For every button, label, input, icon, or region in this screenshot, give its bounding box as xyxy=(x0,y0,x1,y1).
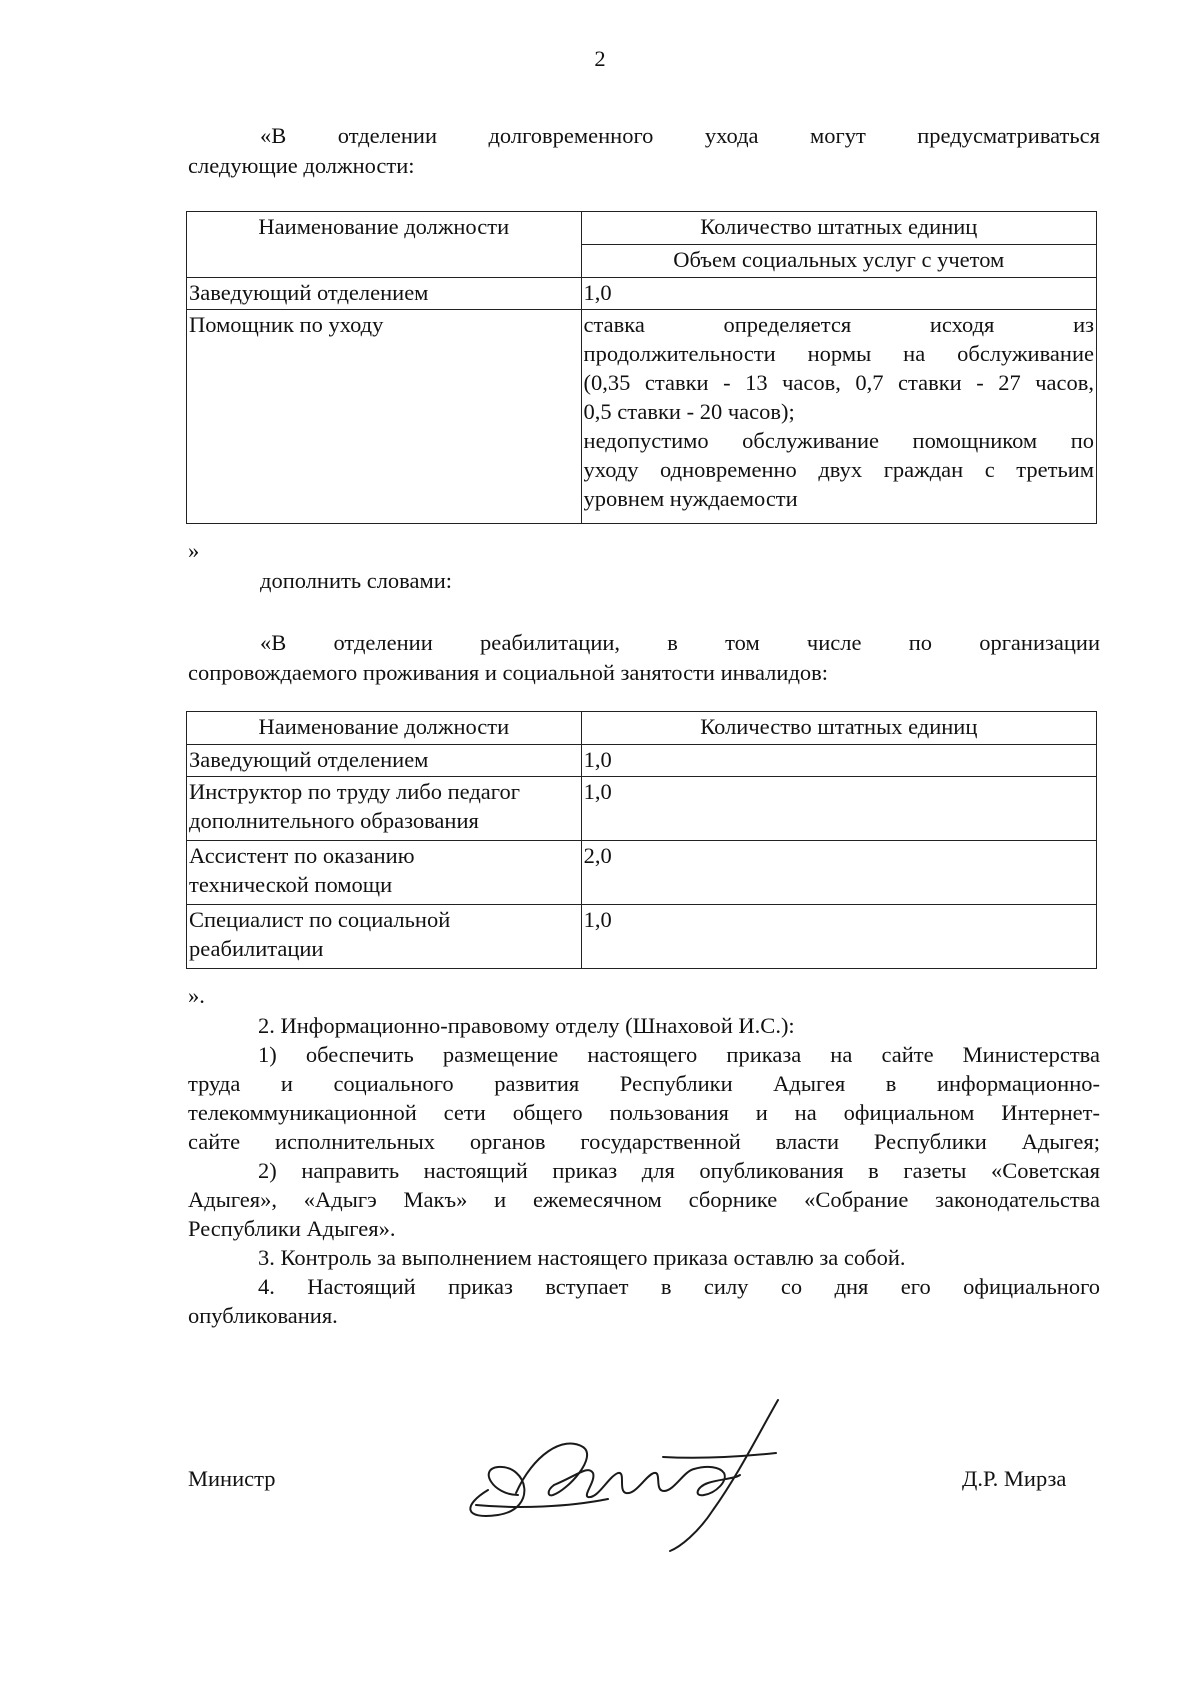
intro-paragraph-2-line-1: «В отделении реабилитации, в том числе по организации xyxy=(260,630,1100,655)
table1-row2-count-line: ставка определяется исходя из xyxy=(583,312,1094,337)
handwritten-signature xyxy=(458,1395,798,1555)
table2-row4-position xyxy=(187,905,582,969)
table-row xyxy=(187,745,1097,777)
table-row xyxy=(187,278,1097,310)
table2-row4-count: 1,0 xyxy=(581,905,1096,969)
table2-row1-position: Заведующий отделением xyxy=(187,745,582,777)
table2-row2-position-line: Инструктор по труду либо педагог xyxy=(189,779,520,804)
table1-row1-position: Заведующий отделением xyxy=(187,278,582,310)
staffing-table-long-term-care xyxy=(186,211,1097,524)
table2-header-count: Количество штатных единиц xyxy=(581,712,1096,745)
intro-paragraph-2-line-2: сопровождаемого проживания и социальной занятости инвалидов: xyxy=(188,660,829,685)
table2-row3-count: 2,0 xyxy=(581,841,1096,905)
table1-row2-count-line: уходу одновременно двух граждан с третьим xyxy=(583,457,1094,482)
table2-row2-position xyxy=(187,777,582,841)
table1-row2-position: Помощник по уходу xyxy=(187,310,582,524)
supplement-text: дополнить словами: xyxy=(260,568,453,593)
table1-row1-count: 1,0 xyxy=(581,278,1096,310)
table1-header-count: Количество штатных единиц xyxy=(581,212,1096,245)
item-2-1-line: 1) обеспечить размещение настоящего приказа на сайте Министерства xyxy=(258,1042,1100,1067)
table1-row2-count-line: уровнем нуждаемости xyxy=(583,486,798,511)
item-3: 3. Контроль за выполнением настоящего приказа оставлю за собой. xyxy=(258,1245,906,1270)
table2-row3-position-line: Ассистент по оказанию xyxy=(189,843,415,868)
table2-row3-position xyxy=(187,841,582,905)
signatory-title: Министр xyxy=(188,1466,276,1491)
table1-row2-count-line: продолжительности нормы на обслуживание xyxy=(583,341,1094,366)
table1-row2-count-line: недопустимо обслуживание помощником по xyxy=(583,428,1094,453)
page-number: 2 xyxy=(594,46,606,71)
table2-row2-position-line: дополнительного образования xyxy=(189,808,479,833)
table2-row1-count: 1,0 xyxy=(581,745,1096,777)
item-2-2-line: Республики Адыгея». xyxy=(188,1216,396,1241)
table-row xyxy=(187,841,1097,905)
table-row xyxy=(187,777,1097,841)
item-2-2-line: Адыгея», «Адыгэ Макъ» и ежемесячном сборнике «Собрание законодательства xyxy=(188,1187,1100,1212)
table-row xyxy=(187,310,1097,524)
table1-row2-count-line: (0,35 ставки - 13 часов, 0,7 ставки - 27 часов, xyxy=(583,370,1094,395)
intro-paragraph-1-line-1: «В отделении долговременного ухода могут предусматриваться xyxy=(260,123,1100,148)
signatory-name: Д.Р. Мирза xyxy=(962,1466,1067,1491)
intro-paragraph-1-line-2: следующие должности: xyxy=(188,153,415,178)
closing-quote-2: ». xyxy=(188,983,205,1008)
item-2-1-line: телекоммуникационной сети общего пользования и на официальном Интернет- xyxy=(188,1100,1100,1125)
table1-row2-count-line: 0,5 ставки - 20 часов); xyxy=(583,399,795,424)
item-2: 2. Информационно-правовому отделу (Шнаховой И.С.): xyxy=(258,1013,795,1038)
item-2-1-line: труда и социального развития Республики Адыгея в информационно- xyxy=(188,1071,1100,1096)
item-4-line: 4. Настоящий приказ вступает в силу со дня его официального xyxy=(258,1274,1100,1299)
table1-header-position: Наименование должности xyxy=(187,212,582,278)
table2-row4-position-line: Специалист по социальной xyxy=(189,907,451,932)
table2-header-position: Наименование должности xyxy=(187,712,582,745)
table-row xyxy=(187,905,1097,969)
closing-quote-1: » xyxy=(188,538,200,563)
item-4-line: опубликования. xyxy=(188,1303,338,1328)
table2-row4-position-line: реабилитации xyxy=(189,936,324,961)
table1-subheader-volume: Объем социальных услуг с учетом xyxy=(581,245,1096,278)
item-2-1-line: сайте исполнительных органов государственной власти Республики Адыгея; xyxy=(188,1129,1100,1154)
staffing-table-rehabilitation xyxy=(186,711,1097,969)
item-2-2-line: 2) направить настоящий приказ для опубликования в газеты «Советская xyxy=(258,1158,1100,1183)
table2-row3-position-line: технической помощи xyxy=(189,872,393,897)
table2-row2-count: 1,0 xyxy=(581,777,1096,841)
table1-row2-count xyxy=(581,310,1096,524)
